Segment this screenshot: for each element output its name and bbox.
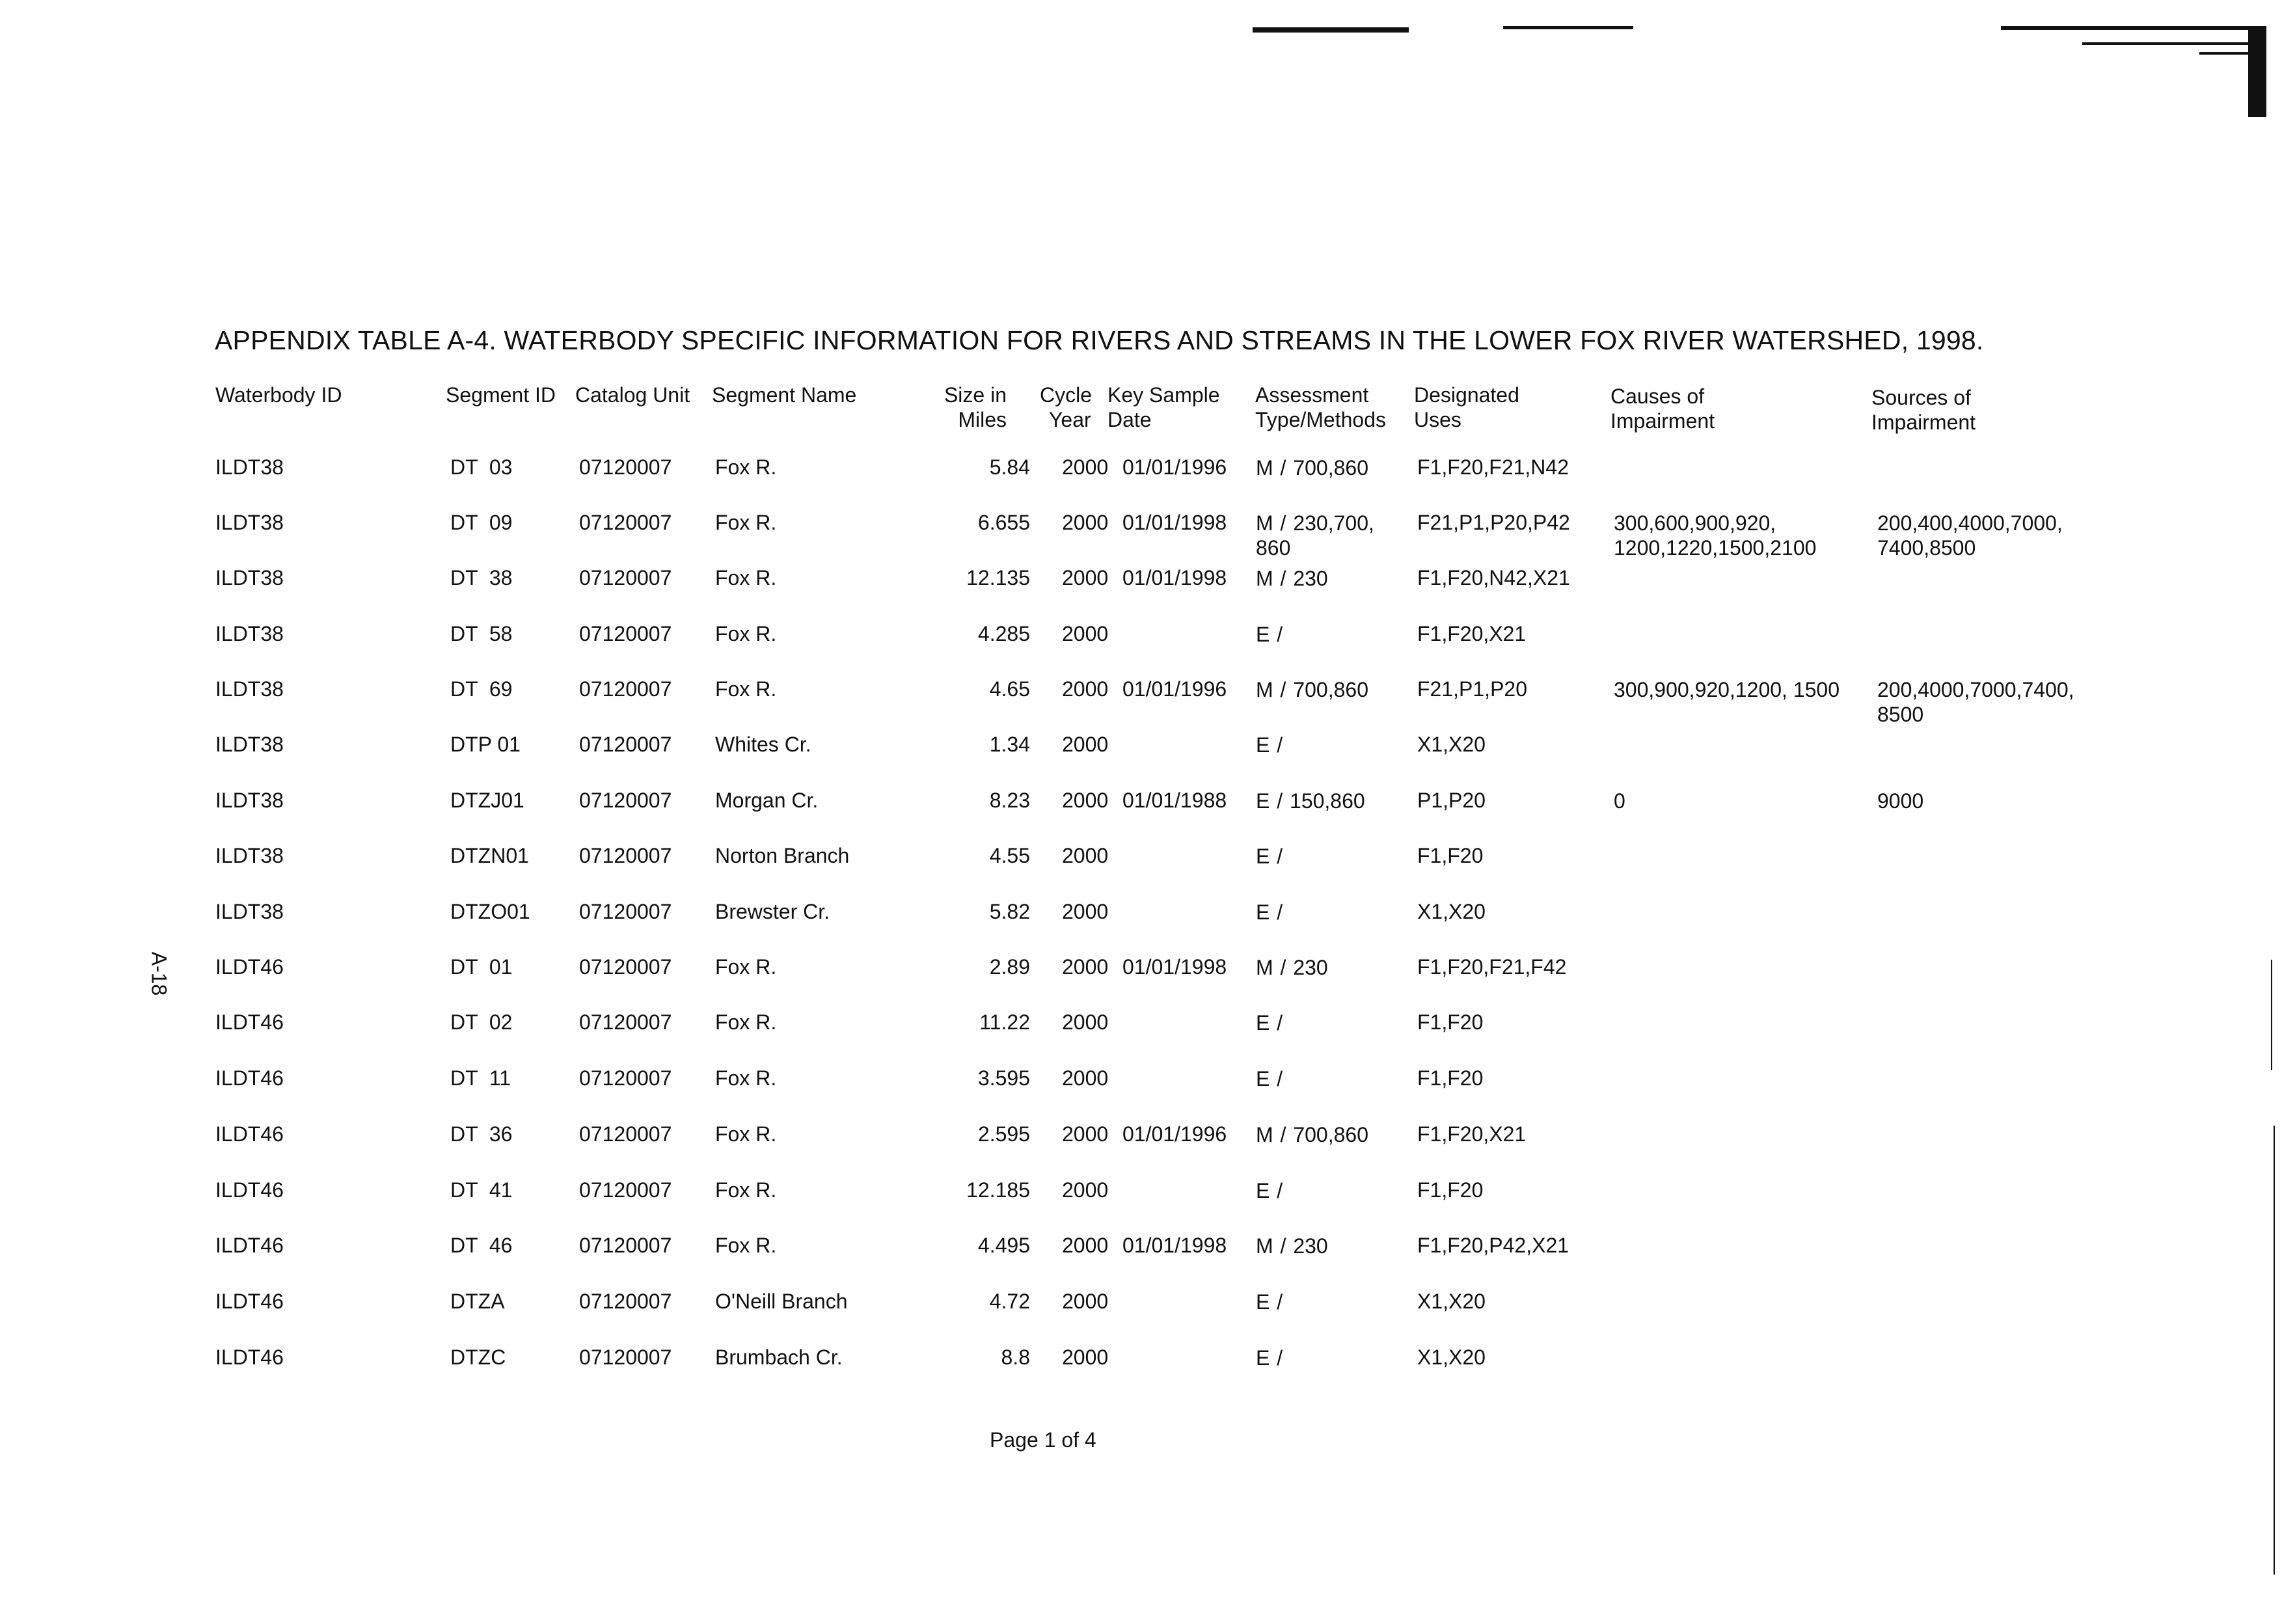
cell-cycle-year: 2000 <box>1062 733 1109 756</box>
scan-artifact-corner <box>2248 26 2266 117</box>
cell-cycle-year: 2000 <box>1062 900 1109 923</box>
cell-waterbody-id: ILDT38 <box>215 844 284 867</box>
cell-cycle-year: 2000 <box>1062 1010 1109 1034</box>
cell-size-miles: 1.34 <box>989 733 1030 756</box>
cell-size-miles: 11.22 <box>979 1010 1030 1034</box>
cell-key-sample-date: 01/01/1998 <box>1122 955 1227 979</box>
cell-assessment: M / 700,860 <box>1256 456 1368 480</box>
cell-size-miles: 5.84 <box>989 455 1030 479</box>
cell-segment-id: DT 46 <box>450 1234 513 1257</box>
cell-assessment: E / <box>1256 845 1283 868</box>
cell-size-miles: 4.65 <box>989 677 1030 701</box>
cell-designated-uses: X1,X20 <box>1417 733 1486 756</box>
cell-segment-name: Fox R. <box>715 1066 777 1090</box>
cell-segment-id: DTZN01 <box>450 844 529 867</box>
cell-catalog-unit: 07120007 <box>579 789 672 812</box>
cell-designated-uses: P1,P20 <box>1417 789 1486 812</box>
cell-waterbody-id: ILDT46 <box>215 1346 284 1369</box>
cell-size-miles: 4.55 <box>989 844 1030 867</box>
cell-catalog-unit: 07120007 <box>579 955 672 979</box>
cell-designated-uses: F21,P1,P20,P42 <box>1417 511 1570 534</box>
cell-segment-name: Norton Branch <box>715 844 850 867</box>
cell-assessment: E / <box>1256 900 1283 924</box>
cell-cycle-year: 2000 <box>1062 1178 1109 1202</box>
cell-segment-name: Whites Cr. <box>715 733 811 756</box>
cell-catalog-unit: 07120007 <box>579 566 672 589</box>
scan-artifact-edge-line <box>2271 960 2272 1070</box>
cell-cycle-year: 2000 <box>1062 677 1109 701</box>
cell-sources: 200,400,4000,7000, 7400,8500 <box>1877 511 2063 560</box>
cell-size-miles: 3.595 <box>977 1066 1030 1090</box>
cell-waterbody-id: ILDT46 <box>215 1010 284 1034</box>
cell-segment-name: Fox R. <box>715 622 777 645</box>
cell-segment-id: DTZC <box>450 1346 506 1369</box>
cell-catalog-unit: 07120007 <box>579 1346 672 1369</box>
cell-assessment: E / <box>1256 1290 1283 1314</box>
cell-segment-name: Fox R. <box>715 1122 777 1146</box>
cell-segment-id: DT 41 <box>450 1178 513 1202</box>
cell-designated-uses: F1,F20,F21,F42 <box>1417 955 1567 979</box>
col-header-catalog-unit: Catalog Unit <box>575 383 690 407</box>
cell-designated-uses: X1,X20 <box>1417 900 1486 923</box>
cell-assessment: M / 700,860 <box>1256 678 1368 701</box>
cell-designated-uses: F1,F20,N42,X21 <box>1417 566 1570 589</box>
cell-segment-id: DT 01 <box>450 955 513 979</box>
cell-segment-name: Morgan Cr. <box>715 789 819 812</box>
cell-segment-id: DT 38 <box>450 566 513 589</box>
cell-catalog-unit: 07120007 <box>579 1066 672 1090</box>
cell-causes: 300,900,920,1200, 1500 <box>1614 678 1840 701</box>
cell-sources: 200,4000,7000,7400, 8500 <box>1877 678 2074 726</box>
cell-designated-uses: F1,F20 <box>1417 1178 1484 1202</box>
cell-designated-uses: F1,F20,P42,X21 <box>1417 1234 1569 1257</box>
cell-waterbody-id: ILDT46 <box>215 1122 284 1146</box>
cell-designated-uses: X1,X20 <box>1417 1290 1486 1313</box>
cell-cycle-year: 2000 <box>1062 1346 1109 1369</box>
cell-causes: 300,600,900,920, 1200,1220,1500,2100 <box>1614 511 1817 560</box>
col-header-sources: Sources of Impairment <box>1871 386 1976 434</box>
col-header-causes: Causes of Impairment <box>1610 385 1715 433</box>
scan-artifact-top-bar <box>1503 26 1633 29</box>
cell-catalog-unit: 07120007 <box>579 622 672 645</box>
cell-segment-id: DT 03 <box>450 455 513 479</box>
cell-segment-name: Fox R. <box>715 955 777 979</box>
cell-cycle-year: 2000 <box>1062 622 1109 645</box>
cell-catalog-unit: 07120007 <box>579 733 672 756</box>
cell-catalog-unit: 07120007 <box>579 900 672 923</box>
cell-catalog-unit: 07120007 <box>579 1290 672 1313</box>
col-header-segment-id: Segment ID <box>446 383 556 407</box>
cell-designated-uses: F1,F20 <box>1417 1010 1484 1034</box>
cell-waterbody-id: ILDT38 <box>215 566 284 589</box>
cell-size-miles: 6.655 <box>977 511 1030 534</box>
cell-segment-id: DTZA <box>450 1290 505 1313</box>
cell-segment-name: Fox R. <box>715 511 777 534</box>
cell-waterbody-id: ILDT46 <box>215 1234 284 1257</box>
cell-segment-id: DT 69 <box>450 677 513 701</box>
cell-assessment: E / 150,860 <box>1256 789 1365 813</box>
cell-cycle-year: 2000 <box>1062 1290 1109 1313</box>
cell-cycle-year: 2000 <box>1062 566 1109 589</box>
cell-cycle-year: 2000 <box>1062 789 1109 812</box>
cell-waterbody-id: ILDT38 <box>215 789 284 812</box>
cell-cycle-year: 2000 <box>1062 1066 1109 1090</box>
cell-segment-id: DT 36 <box>450 1122 513 1146</box>
cell-waterbody-id: ILDT46 <box>215 1290 284 1313</box>
cell-segment-id: DTP 01 <box>450 733 521 756</box>
cell-designated-uses: F1,F20 <box>1417 844 1484 867</box>
cell-catalog-unit: 07120007 <box>579 511 672 534</box>
col-header-assessment: Assessment Type/Methods <box>1255 383 1386 431</box>
cell-assessment: E / <box>1256 623 1283 646</box>
cell-assessment: E / <box>1256 1346 1283 1370</box>
cell-size-miles: 8.8 <box>1001 1346 1030 1369</box>
cell-waterbody-id: ILDT38 <box>215 733 284 756</box>
cell-cycle-year: 2000 <box>1062 955 1109 979</box>
cell-causes: 0 <box>1614 789 1625 813</box>
cell-segment-id: DTZO01 <box>450 900 530 923</box>
cell-catalog-unit: 07120007 <box>579 455 672 479</box>
cell-segment-id: DT 02 <box>450 1010 513 1034</box>
cell-size-miles: 4.285 <box>977 622 1030 645</box>
cell-waterbody-id: ILDT38 <box>215 622 284 645</box>
col-header-segment-name: Segment Name <box>712 383 857 407</box>
cell-segment-name: Fox R. <box>715 1178 777 1202</box>
cell-segment-id: DT 09 <box>450 511 513 534</box>
cell-key-sample-date: 01/01/1988 <box>1122 789 1227 812</box>
cell-waterbody-id: ILDT46 <box>215 955 284 979</box>
cell-size-miles: 12.185 <box>966 1178 1030 1202</box>
cell-waterbody-id: ILDT38 <box>215 677 284 701</box>
cell-cycle-year: 2000 <box>1062 844 1109 867</box>
cell-assessment: E / <box>1256 733 1283 757</box>
cell-segment-name: O'Neill Branch <box>715 1290 848 1313</box>
cell-key-sample-date: 01/01/1996 <box>1122 677 1227 701</box>
cell-assessment: M / 230 <box>1256 567 1328 590</box>
cell-waterbody-id: ILDT38 <box>215 455 284 479</box>
cell-size-miles: 2.595 <box>977 1122 1030 1146</box>
cell-catalog-unit: 07120007 <box>579 677 672 701</box>
cell-key-sample-date: 01/01/1996 <box>1122 1122 1227 1146</box>
cell-size-miles: 2.89 <box>989 955 1030 979</box>
cell-designated-uses: F1,F20 <box>1417 1066 1484 1090</box>
cell-designated-uses: F21,P1,P20 <box>1417 677 1527 701</box>
col-header-size: Size in Miles <box>944 383 1007 431</box>
cell-waterbody-id: ILDT46 <box>215 1066 284 1090</box>
table-title: APPENDIX TABLE A-4. WATERBODY SPECIFIC INFORMATION FOR RIVERS AND STREAMS IN THE LOWER FOX RIVER WATERSHED, 1998. <box>215 325 1984 355</box>
cell-assessment: M / 230 <box>1256 1234 1328 1258</box>
cell-size-miles: 8.23 <box>989 789 1030 812</box>
cell-waterbody-id: ILDT38 <box>215 900 284 923</box>
cell-key-sample-date: 01/01/1998 <box>1122 511 1227 534</box>
cell-designated-uses: X1,X20 <box>1417 1346 1486 1369</box>
cell-cycle-year: 2000 <box>1062 1234 1109 1257</box>
cell-catalog-unit: 07120007 <box>579 844 672 867</box>
cell-assessment: E / <box>1256 1011 1283 1035</box>
scan-artifact-top-bar <box>1253 27 1409 33</box>
cell-catalog-unit: 07120007 <box>579 1122 672 1146</box>
cell-designated-uses: F1,F20,X21 <box>1417 622 1527 645</box>
cell-segment-id: DTZJ01 <box>450 789 524 812</box>
cell-size-miles: 12.135 <box>966 566 1030 589</box>
cell-segment-name: Fox R. <box>715 455 777 479</box>
cell-catalog-unit: 07120007 <box>579 1234 672 1257</box>
cell-key-sample-date: 01/01/1998 <box>1122 566 1227 589</box>
cell-segment-id: DT 11 <box>450 1066 511 1090</box>
cell-segment-name: Brewster Cr. <box>715 900 830 923</box>
cell-key-sample-date: 01/01/1996 <box>1122 455 1227 479</box>
page-side-label: A-18 <box>147 951 171 996</box>
scan-artifact-edge-line <box>2274 1126 2275 1575</box>
cell-waterbody-id: ILDT46 <box>215 1178 284 1202</box>
cell-assessment: M / 230,700, 860 <box>1256 511 1374 560</box>
cell-cycle-year: 2000 <box>1062 1122 1109 1146</box>
col-header-designated-uses: Designated Uses <box>1414 383 1519 431</box>
cell-designated-uses: F1,F20,X21 <box>1417 1122 1527 1146</box>
cell-designated-uses: F1,F20,F21,N42 <box>1417 455 1569 479</box>
cell-size-miles: 4.495 <box>977 1234 1030 1257</box>
cell-key-sample-date: 01/01/1998 <box>1122 1234 1227 1257</box>
cell-segment-name: Brumbach Cr. <box>715 1346 843 1369</box>
cell-segment-name: Fox R. <box>715 677 777 701</box>
page-number: Page 1 of 4 <box>990 1428 1096 1452</box>
cell-segment-name: Fox R. <box>715 566 777 589</box>
cell-size-miles: 5.82 <box>989 900 1030 923</box>
cell-assessment: M / 230 <box>1256 956 1328 979</box>
scan-artifact-corner <box>2001 26 2261 30</box>
cell-catalog-unit: 07120007 <box>579 1178 672 1202</box>
cell-cycle-year: 2000 <box>1062 455 1109 479</box>
cell-segment-name: Fox R. <box>715 1010 777 1034</box>
scan-artifact-corner <box>2082 42 2251 45</box>
col-header-cycle-year: Cycle Year <box>1040 383 1093 431</box>
cell-segment-name: Fox R. <box>715 1234 777 1257</box>
cell-size-miles: 4.72 <box>989 1290 1030 1313</box>
cell-waterbody-id: ILDT38 <box>215 511 284 534</box>
col-header-key-sample-date: Key Sample Date <box>1107 383 1220 431</box>
cell-assessment: E / <box>1256 1179 1283 1202</box>
cell-sources: 9000 <box>1877 789 1924 813</box>
cell-catalog-unit: 07120007 <box>579 1010 672 1034</box>
cell-assessment: E / <box>1256 1067 1283 1090</box>
cell-segment-id: DT 58 <box>450 622 513 645</box>
col-header-waterbody-id: Waterbody ID <box>215 383 342 407</box>
cell-cycle-year: 2000 <box>1062 511 1109 534</box>
cell-assessment: M / 700,860 <box>1256 1123 1368 1146</box>
